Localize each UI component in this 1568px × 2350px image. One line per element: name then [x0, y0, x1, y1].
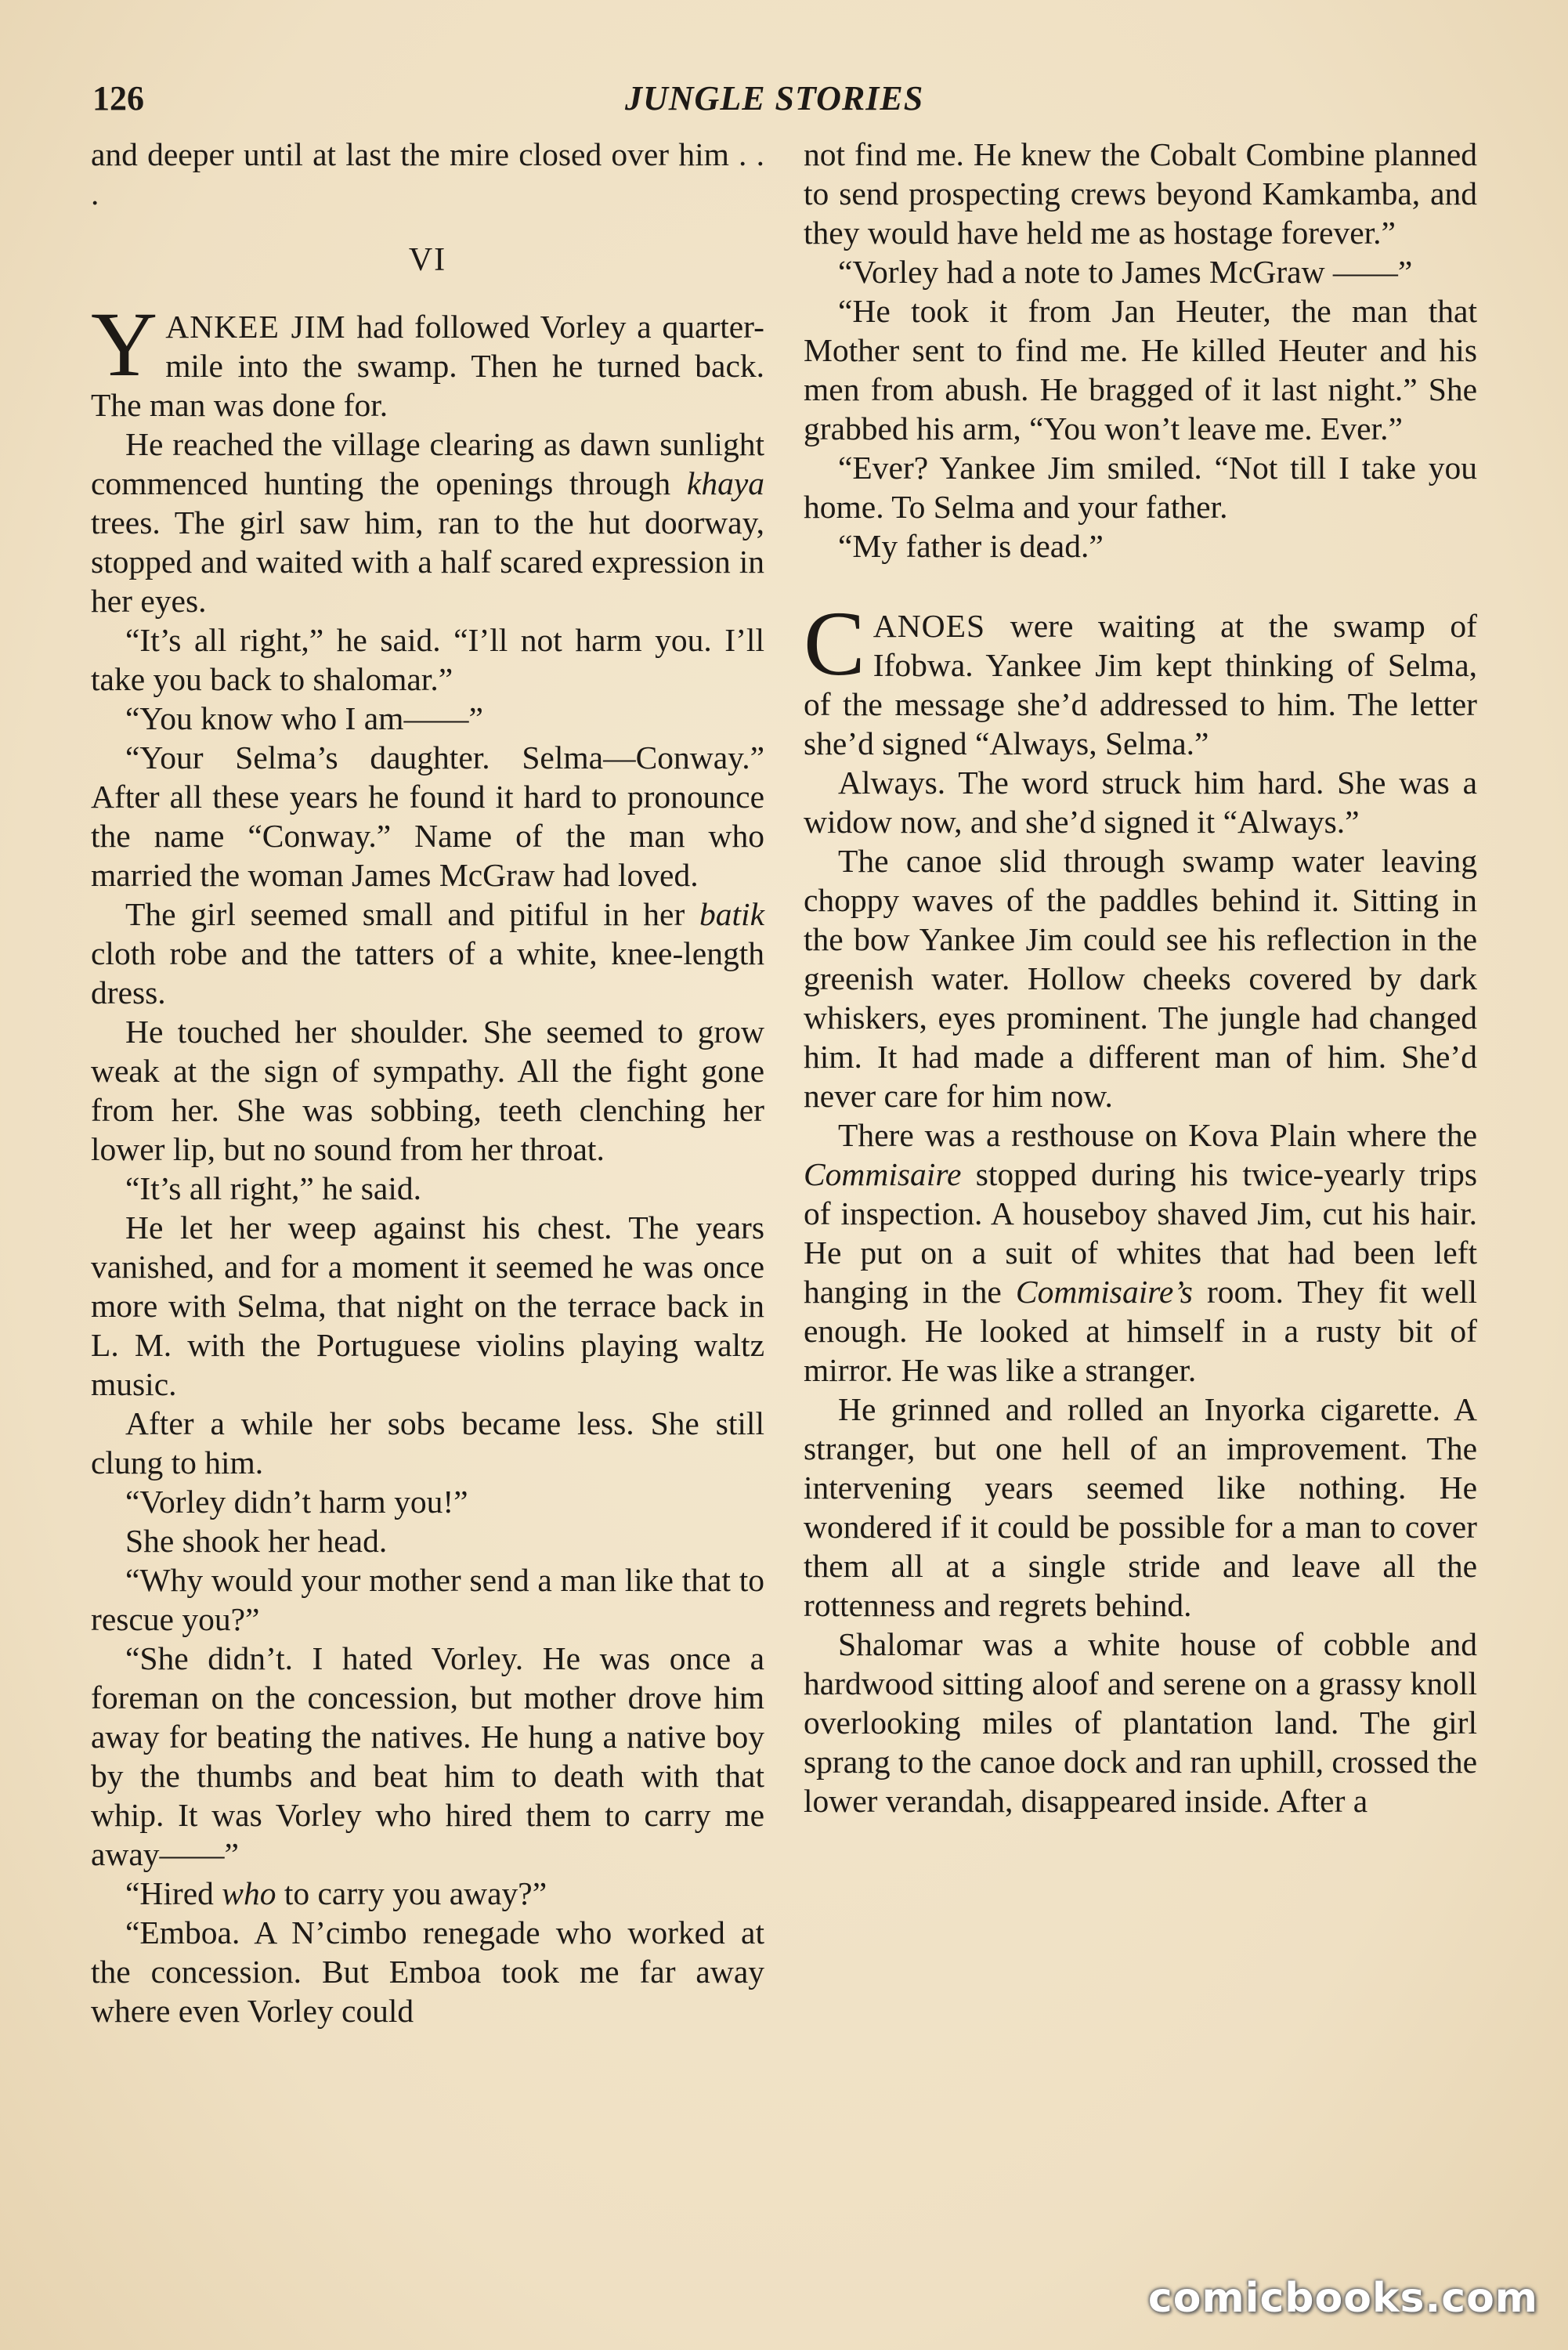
paragraph: “My father is dead.”	[838, 528, 1104, 564]
section-number: VI	[408, 242, 447, 278]
page-number: 126	[92, 79, 144, 118]
paragraph: “Ever? Yankee Jim smiled. “Not till I take you home. To Selma and your father.	[804, 450, 1477, 525]
paragraph: “Vorley had a note to James McGraw ——”	[838, 254, 1413, 290]
paragraph: and deeper until at last the mire closed over him . . .	[91, 136, 764, 212]
paragraph: “You know who I am——”	[125, 700, 483, 736]
paragraph: After a while her sobs became less. She still clung to him.	[91, 1405, 764, 1480]
paragraph: “It’s all right,” he said.	[125, 1170, 421, 1206]
paragraph: “He took it from Jan Heuter, the man that Mother sent to find me. He killed Heuter and his men from abush. He bragged of it last night.” She grabbed his arm, “You won’t leave me. Ever.”	[804, 293, 1477, 446]
right-column	[804, 135, 1477, 1820]
left-column	[91, 135, 764, 2030]
paragraph	[91, 1874, 764, 1913]
paragraph	[91, 293, 764, 425]
paragraph: “She didn’t. I hated Vorley. He was once a foreman on the concession, but mother drove him away for beating the natives. He hung a native boy by the thumbs and beat him to death with that whip. It was Vorley who hired them to carry me away——”	[91, 1640, 764, 1872]
text-run: cloth robe and the tatters of a white, knee-length dress.	[91, 935, 764, 1010]
text-run: trees. The girl saw him, ran to the hut doorway, stopped and waited with a half scared expression in her eyes.	[91, 504, 764, 619]
paragraph	[91, 425, 764, 620]
text-run: “Hired	[125, 1875, 222, 1911]
paragraph: “Emboa. A N’cimbo renegade who worked at the concession. But Emboa took me far away where even Vorley could	[91, 1914, 764, 2029]
italic-text: who	[222, 1875, 276, 1911]
running-head: JUNGLE STORIES	[625, 79, 924, 118]
paragraph: Always. The word struck him hard. She was a widow now, and she’d signed it “Always.”	[804, 765, 1477, 840]
paragraph: “Why would your mother send a man like that to rescue you?”	[91, 1562, 764, 1637]
paragraph: He touched her shoulder. She seemed to grow weak at the sign of sympathy. All the fight gone from her. She was sobbing, teeth clenching her lower lip, but no sound from her throat.	[91, 1014, 764, 1167]
text-run: to carry you away?”	[276, 1875, 547, 1911]
text-run: The girl seemed small and pitiful in her	[125, 896, 700, 932]
italic-text: batik	[699, 896, 764, 932]
text-run: stopped during his twice-yearly trips of inspection. A houseboy shaved Jim, cut his hair. He put on a suit of whites that had been left hanging in the	[804, 1156, 1477, 1310]
paragraph: Shalomar was a white house of cobble and hardwood sitting aloof and serene on a grassy knoll overlooking miles of plantation land. The girl sprang to the canoe dock and ran uphill, crossed the lower verandah, disappeared inside. After a	[804, 1626, 1477, 1819]
paragraph	[804, 592, 1477, 763]
watermark: comicbooks.com	[1147, 2275, 1538, 2322]
text-run: He reached the village clearing as dawn sunlight commenced hunting the openings through	[91, 426, 764, 501]
drop-cap: Y	[91, 293, 158, 396]
paragraph: He grinned and rolled an Inyorka cigarette. A stranger, but one hell of an improvement. The intervening years seemed like nothing. He wondered if it could be possible for a man to cover them all at a single stride and leave all the rottenness and regrets behind.	[804, 1391, 1477, 1623]
section-break	[804, 566, 1477, 600]
text-run: There was a resthouse on Kova Plain where the	[838, 1117, 1477, 1153]
text-run: room. They fit well enough. He looked at himself in a rusty bit of mirror. He was like a stranger.	[804, 1274, 1478, 1388]
paragraph-text: had followed Vorley a quarter-mile into the swamp. Then he turned back. The man was done for.	[91, 309, 764, 423]
small-caps-lead: ANOES	[873, 608, 986, 644]
italic-text: Commisaire	[804, 1156, 962, 1192]
page-header	[92, 78, 1471, 133]
paragraph: “Vorley didn’t harm you!”	[125, 1484, 468, 1520]
italic-text: khaya	[686, 465, 764, 501]
italic-text: Commisaire’s	[1015, 1274, 1193, 1310]
paragraph-text: were waiting at the swamp of Ifobwa. Yankee Jim kept thinking of Selma, of the message she’d addressed to him. The letter she’d signed “Always, Selma.”	[804, 608, 1477, 761]
paragraph: He let her weep against his chest. The years vanished, and for a moment it seemed he was once more with Selma, that night on the terrace back in L. M. with the Portuguese violins playing waltz music.	[91, 1209, 764, 1402]
paragraph	[804, 1115, 1477, 1390]
paragraph	[91, 895, 764, 1012]
drop-cap: C	[804, 592, 865, 695]
paragraph: “Your Selma’s daughter. Selma—Conway.” After all these years he found it hard to pronounce the name “Conway.” Name of the man who married the woman James McGraw had loved.	[91, 739, 764, 893]
paragraph: The canoe slid through swamp water leaving choppy waves of the paddles behind it. Sitting in the bow Yankee Jim could see his reflection in the greenish water. Hollow cheeks covered by dark whiskers, eyes prominent. The jungle had changed him. It had made a different man of him. She’d never care for him now.	[804, 843, 1477, 1114]
paragraph: “It’s all right,” he said. “I’ll not harm you. I’ll take you back to shalomar.”	[91, 622, 764, 697]
paragraph: not find me. He knew the Cobalt Combine planned to send prospecting crews beyond Kamkamba, and they would have held me as hostage forever.”	[804, 136, 1477, 251]
small-caps-lead: ANKEE JIM	[165, 309, 346, 345]
paragraph: She shook her head.	[125, 1523, 388, 1559]
